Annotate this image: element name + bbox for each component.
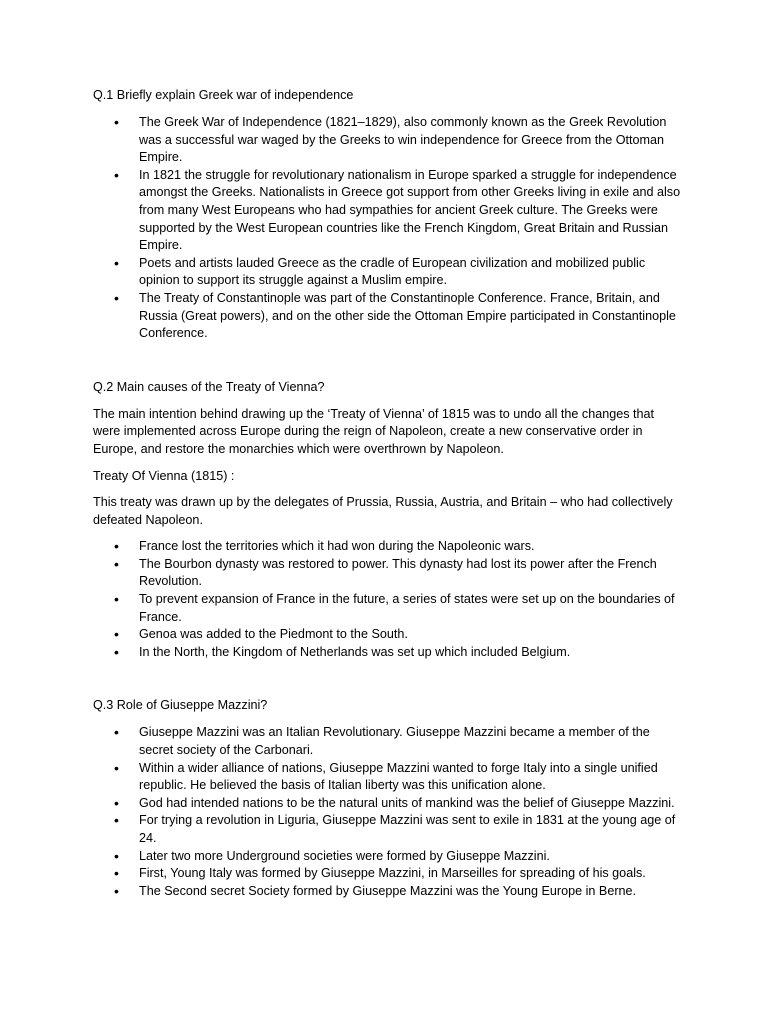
list-item: • God had intended nations to be the natural units of mankind was the belief of Giuseppe Mazzini. <box>93 795 683 813</box>
q2-bullet-list <box>93 538 683 661</box>
q3-bullet-list <box>93 724 683 900</box>
list-item: • For trying a revolution in Liguria, Giuseppe Mazzini was sent to exile in 1831 at the young age of 24. <box>93 812 683 847</box>
list-item: • The Second secret Society formed by Giuseppe Mazzini was the Young Europe in Berne. <box>93 883 683 901</box>
q2-subheading: Treaty Of Vienna (1815) : <box>93 468 235 483</box>
list-item: • Later two more Underground societies were formed by Giuseppe Mazzini. <box>93 848 683 866</box>
list-item: • Giuseppe Mazzini was an Italian Revolutionary. Giuseppe Mazzini became a member of the secret society of the Carbonari. <box>93 724 683 759</box>
list-item: • To prevent expansion of France in the future, a series of states were set up on the boundaries of France. <box>93 591 683 626</box>
list-item: • In the North, the Kingdom of Netherlands was set up which included Belgium. <box>93 644 683 662</box>
q2-heading: Q.2 Main causes of the Treaty of Vienna? <box>93 379 325 394</box>
list-item: • Within a wider alliance of nations, Giuseppe Mazzini wanted to forge Italy into a single unified republic. He believed the basis of Italian liberty was this unification alone. <box>93 760 683 795</box>
list-item: • France lost the territories which it had won during the Napoleonic wars. <box>93 538 683 556</box>
list-item: • First, Young Italy was formed by Giuseppe Mazzini, in Marseilles for spreading of his goals. <box>93 865 683 883</box>
list-item: • The Greek War of Independence (1821–1829), also commonly known as the Greek Revolution was a successful war waged by the Greeks to win independence for Greece from the Ottoman Empire. <box>93 114 683 167</box>
q1-bullet-list <box>93 114 683 343</box>
list-item: • The Treaty of Constantinople was part of the Constantinople Conference. France, Britain, and Russia (Great powers), and on the other side the Ottoman Empire participated in Constantinople Conference. <box>93 290 683 343</box>
q3-heading: Q.3 Role of Giuseppe Mazzini? <box>93 698 268 713</box>
list-item: • Poets and artists lauded Greece as the cradle of European civilization and mobilized public opinion to support its struggle against a Muslim empire. <box>93 255 683 290</box>
document-content <box>93 86 683 900</box>
list-item: • Genoa was added to the Piedmont to the South. <box>93 626 683 644</box>
q2-description-paragraph: This treaty was drawn up by the delegates of Prussia, Russia, Austria, and Britain – who had collectively defeated Napoleon. <box>93 495 673 527</box>
list-item: • The Bourbon dynasty was restored to power. This dynasty had lost its power after the French Revolution. <box>93 556 683 591</box>
q1-heading: Q.1 Briefly explain Greek war of independence <box>93 88 354 102</box>
q2-intro-paragraph: The main intention behind drawing up the ‘Treaty of Vienna’ of 1815 was to undo all the changes that were implemented across Europe during the reign of Napoleon, create a new conservative order in Europe, and restore the monarchies which were overthrown by Napoleon. <box>93 406 655 456</box>
list-item: • In 1821 the struggle for revolutionary nationalism in Europe sparked a struggle for independence amongst the Greeks. Nationalists in Greece got support from other Greeks living in exile and also from many West Europeans who had sympathies for ancient Greek culture. The Greeks were supported by the West European countries like the French Kingdom, Great Britain and Russian Empire. <box>93 167 683 255</box>
